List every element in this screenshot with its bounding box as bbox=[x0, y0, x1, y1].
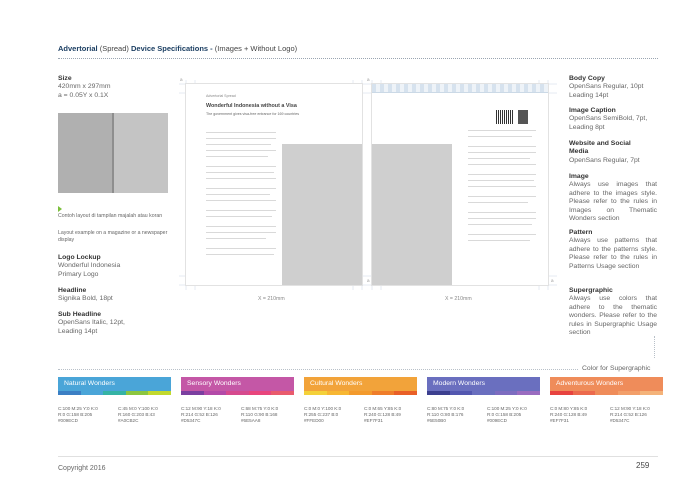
gradient-strip bbox=[181, 391, 294, 395]
header-divider bbox=[58, 58, 658, 59]
body-text-line bbox=[206, 200, 276, 201]
size-mockup-image bbox=[58, 113, 168, 193]
strip-segment bbox=[427, 391, 450, 395]
strip-segment bbox=[394, 391, 417, 395]
article-title: Wonderful Indonesia without a Visa bbox=[206, 103, 297, 109]
pattern-text: Always use patterns that adhere to the patterns style. Please refer to the rules in Patterns Usage section bbox=[569, 237, 657, 270]
color-section-title: Color for Supergraphic bbox=[582, 365, 651, 372]
body-text-line bbox=[206, 254, 274, 255]
gradient-strip bbox=[304, 391, 417, 395]
body-text-line bbox=[468, 174, 536, 175]
footer-divider bbox=[58, 456, 658, 457]
color-bar: Cultural Wonders bbox=[304, 377, 417, 391]
strip-segment bbox=[58, 391, 81, 395]
spread-mockup bbox=[179, 75, 557, 298]
body-text-line bbox=[468, 218, 536, 219]
strip-segment bbox=[472, 391, 495, 395]
color-code-line: R:0 G:158 B:205 bbox=[487, 412, 522, 417]
body-text-line bbox=[468, 202, 528, 203]
pattern-label: Pattern bbox=[569, 229, 593, 236]
web-social-label-1: Website and Social bbox=[569, 140, 631, 147]
mockup-left-page bbox=[58, 113, 112, 193]
title-part-3: Device Specifications - bbox=[130, 44, 213, 53]
qr-code-icon bbox=[496, 110, 514, 124]
color-code-line: C:68 M:75 Y:0 K:0 bbox=[241, 406, 279, 411]
strip-segment bbox=[349, 391, 372, 395]
color-code-line: #6E5AA8 bbox=[241, 418, 261, 423]
caption-spec bbox=[569, 107, 659, 132]
color-code-line: #6E50B0 bbox=[427, 418, 446, 423]
color-code-b bbox=[610, 406, 650, 424]
color-code-line: R:240 G:128 B:49 bbox=[550, 412, 587, 417]
body-text-line bbox=[468, 146, 536, 147]
body-text-line bbox=[468, 212, 536, 213]
body-text-line bbox=[206, 238, 266, 239]
color-code-a bbox=[58, 406, 98, 424]
margin-mark: a bbox=[367, 278, 370, 283]
color-code-line: #FFED00 bbox=[304, 418, 324, 423]
size-formula: a = 0.05Y x 0.1X bbox=[58, 91, 109, 99]
logo-spec bbox=[58, 254, 120, 279]
color-code-line: C:0 M:65 Y:85 K:0 bbox=[364, 406, 402, 411]
title-part-1: Advertorial bbox=[58, 44, 98, 53]
body-text-line bbox=[206, 226, 276, 227]
strip-segment bbox=[595, 391, 618, 395]
layout-note-en: Layout example on a magazine or a newspaper display bbox=[58, 230, 168, 243]
strip-segment bbox=[550, 391, 573, 395]
size-label: Size bbox=[58, 75, 72, 82]
article-kicker: Advertorial Spread bbox=[206, 94, 236, 98]
strip-segment bbox=[148, 391, 171, 395]
headline-label: Headline bbox=[58, 287, 87, 294]
title-part-4: (Images + Without Logo) bbox=[214, 44, 298, 53]
title-part-2: (Spread) bbox=[99, 44, 129, 53]
strip-segment bbox=[249, 391, 272, 395]
strip-segment bbox=[372, 391, 395, 395]
body-text-line bbox=[206, 194, 270, 195]
body-text-line bbox=[206, 232, 276, 233]
body-text-line bbox=[206, 156, 268, 157]
color-code-line: R:0 G:158 B:205 bbox=[58, 412, 93, 417]
dimension-left: X = 210mm bbox=[258, 296, 285, 302]
page-title bbox=[58, 44, 297, 53]
spread-left-page bbox=[186, 84, 362, 285]
color-code-line: C:45 M:0 Y:100 K:0 bbox=[118, 406, 158, 411]
color-code-b bbox=[364, 406, 401, 424]
margin-mark: a bbox=[180, 77, 183, 82]
color-bar: Adventurous Wonders bbox=[550, 377, 663, 391]
color-code-line: #009ECD bbox=[58, 418, 78, 423]
gradient-strip bbox=[58, 391, 171, 395]
image-text: Always use images that adhere to the images style. Please refer to the rules in Images on Thematic Wonders section bbox=[569, 181, 657, 223]
color-code-line: R:110 G:80 B:176 bbox=[427, 412, 464, 417]
body-text-line bbox=[468, 180, 534, 181]
caption-label: Image Caption bbox=[569, 107, 616, 114]
logo-value-1: Wonderful Indonesia bbox=[58, 262, 121, 270]
gradient-strip bbox=[427, 391, 540, 395]
pattern-band bbox=[372, 84, 548, 92]
body-text-line bbox=[468, 224, 532, 225]
color-code-line: #EF7F31 bbox=[364, 418, 383, 423]
strip-segment bbox=[304, 391, 327, 395]
strip-segment bbox=[517, 391, 540, 395]
body-text-line bbox=[206, 132, 276, 133]
color-code-a bbox=[304, 406, 341, 424]
color-code-line: R:214 G:52 B:126 bbox=[610, 412, 647, 417]
color-section-divider bbox=[58, 369, 578, 370]
margin-mark: a bbox=[367, 77, 370, 82]
body-text-line bbox=[206, 138, 276, 139]
color-code-line: #009ECD bbox=[487, 418, 507, 423]
page-number: 259 bbox=[636, 461, 650, 470]
color-code-line: C:12 M:90 Y:18 K:0 bbox=[181, 406, 221, 411]
strip-segment bbox=[450, 391, 473, 395]
image-placeholder bbox=[282, 144, 362, 285]
subheadline-value-1: OpenSans Italic, 12pt, bbox=[58, 319, 125, 327]
headline-spec bbox=[58, 287, 113, 304]
body-text-line bbox=[206, 216, 272, 217]
strip-segment bbox=[573, 391, 596, 395]
caption-value-2: Leading 8pt bbox=[569, 123, 605, 131]
strip-segment bbox=[640, 391, 663, 395]
strip-segment bbox=[181, 391, 204, 395]
web-social-spec bbox=[569, 140, 659, 165]
color-code-a bbox=[427, 406, 464, 424]
web-social-label-2: Media bbox=[569, 148, 589, 156]
image-spec bbox=[569, 173, 657, 223]
color-code-b bbox=[118, 406, 158, 424]
color-code-line: #A0CB2C bbox=[118, 418, 139, 423]
body-copy-value-1: OpenSans Regular, 10pt bbox=[569, 83, 644, 91]
body-copy-value-2: Leading 14pt bbox=[569, 91, 609, 99]
color-code-line: C:12 M:90 Y:18 K:0 bbox=[610, 406, 650, 411]
strip-segment bbox=[495, 391, 518, 395]
body-text-line bbox=[468, 136, 532, 137]
strip-segment bbox=[81, 391, 104, 395]
gradient-strip bbox=[550, 391, 663, 395]
supergraphic-label: Supergraphic bbox=[569, 287, 613, 294]
color-code-a bbox=[181, 406, 221, 424]
body-text-line bbox=[468, 130, 536, 131]
body-text-line bbox=[468, 196, 536, 197]
body-copy-spec bbox=[569, 75, 659, 100]
color-code-line: C:100 M:25 Y:0 K:0 bbox=[58, 406, 98, 411]
subheadline-value-2: Leading 14pt bbox=[58, 327, 98, 335]
dimension-right: X = 210mm bbox=[445, 296, 472, 302]
layout-note-id: Contoh layout di tampilan majalah atau koran bbox=[58, 213, 163, 219]
color-code-line: R:214 G:52 B:126 bbox=[181, 412, 218, 417]
body-text-line bbox=[206, 144, 271, 145]
body-text-line bbox=[468, 152, 536, 153]
body-text-line bbox=[468, 234, 536, 235]
color-code-line: R:160 G:203 B:43 bbox=[118, 412, 155, 417]
logo-mark-icon bbox=[518, 110, 528, 124]
body-text-line bbox=[206, 150, 276, 151]
strip-segment bbox=[226, 391, 249, 395]
strip-segment bbox=[126, 391, 149, 395]
size-spec bbox=[58, 75, 111, 100]
vertical-divider bbox=[654, 336, 655, 358]
color-code-line: C:80 M:75 Y:0 K:0 bbox=[427, 406, 465, 411]
copyright: Copyright 2016 bbox=[58, 465, 106, 472]
body-text-line bbox=[206, 172, 274, 173]
body-text-line bbox=[206, 166, 276, 167]
image-placeholder bbox=[372, 144, 452, 285]
strip-segment bbox=[103, 391, 126, 395]
color-code-line: R:110 G:90 B:168 bbox=[241, 412, 278, 417]
strip-segment bbox=[204, 391, 227, 395]
color-code-line: #EF7F31 bbox=[550, 418, 569, 423]
image-label: Image bbox=[569, 173, 589, 180]
margin-mark: a bbox=[551, 278, 554, 283]
size-value: 420mm x 297mm bbox=[58, 83, 111, 91]
color-code-line: C:0 M:0 Y:100 K:0 bbox=[304, 406, 342, 411]
pattern-spec bbox=[569, 229, 657, 271]
subheadline-spec bbox=[58, 311, 125, 336]
web-social-value: OpenSans Regular, 7pt bbox=[569, 156, 640, 164]
body-text-line bbox=[468, 158, 530, 159]
body-text-line bbox=[468, 240, 530, 241]
color-code-line: R:240 G:128 B:49 bbox=[364, 412, 401, 417]
supergraphic-text: Always use colors that adhere to the thematic wonders. Please refer to the rules in Supergraphic Usage section bbox=[569, 295, 657, 337]
body-text-line bbox=[468, 164, 536, 165]
supergraphic-spec bbox=[569, 287, 657, 337]
caption-value-1: OpenSans SemiBold, 7pt, bbox=[569, 115, 648, 123]
body-text-line bbox=[206, 178, 276, 179]
color-code-line: R:255 G:237 B:0 bbox=[304, 412, 339, 417]
strip-segment bbox=[271, 391, 294, 395]
color-bar: Modern Wonders bbox=[427, 377, 540, 391]
mockup-right-page bbox=[114, 113, 168, 193]
strip-segment bbox=[327, 391, 350, 395]
pattern-band-rule bbox=[372, 92, 548, 93]
body-text-line bbox=[206, 210, 276, 211]
subheadline-label: Sub Headline bbox=[58, 311, 102, 318]
logo-label: Logo Lockup bbox=[58, 254, 101, 261]
strip-segment bbox=[618, 391, 641, 395]
body-text-line bbox=[468, 186, 536, 187]
spread-right-page bbox=[372, 84, 548, 285]
body-text-line bbox=[206, 188, 276, 189]
logo-value-2: Primary Logo bbox=[58, 270, 99, 278]
color-code-line: C:0 M:80 Y:85 K:0 bbox=[550, 406, 588, 411]
color-bar: Natural Wonders bbox=[58, 377, 171, 391]
color-code-b bbox=[241, 406, 278, 424]
color-bar: Sensory Wonders bbox=[181, 377, 294, 391]
article-subtitle: The government gives visa-free entrance for 169 countries bbox=[206, 112, 300, 116]
body-copy-label: Body Copy bbox=[569, 75, 605, 82]
color-code-b bbox=[487, 406, 527, 424]
color-code-a bbox=[550, 406, 587, 424]
arrow-marker-icon bbox=[58, 206, 62, 212]
body-text-line bbox=[206, 248, 276, 249]
headline-value: Signika Bold, 18pt bbox=[58, 295, 113, 303]
color-code-line: #D5347C bbox=[181, 418, 201, 423]
color-code-line: C:100 M:25 Y:0 K:0 bbox=[487, 406, 527, 411]
color-code-line: #D5347C bbox=[610, 418, 630, 423]
